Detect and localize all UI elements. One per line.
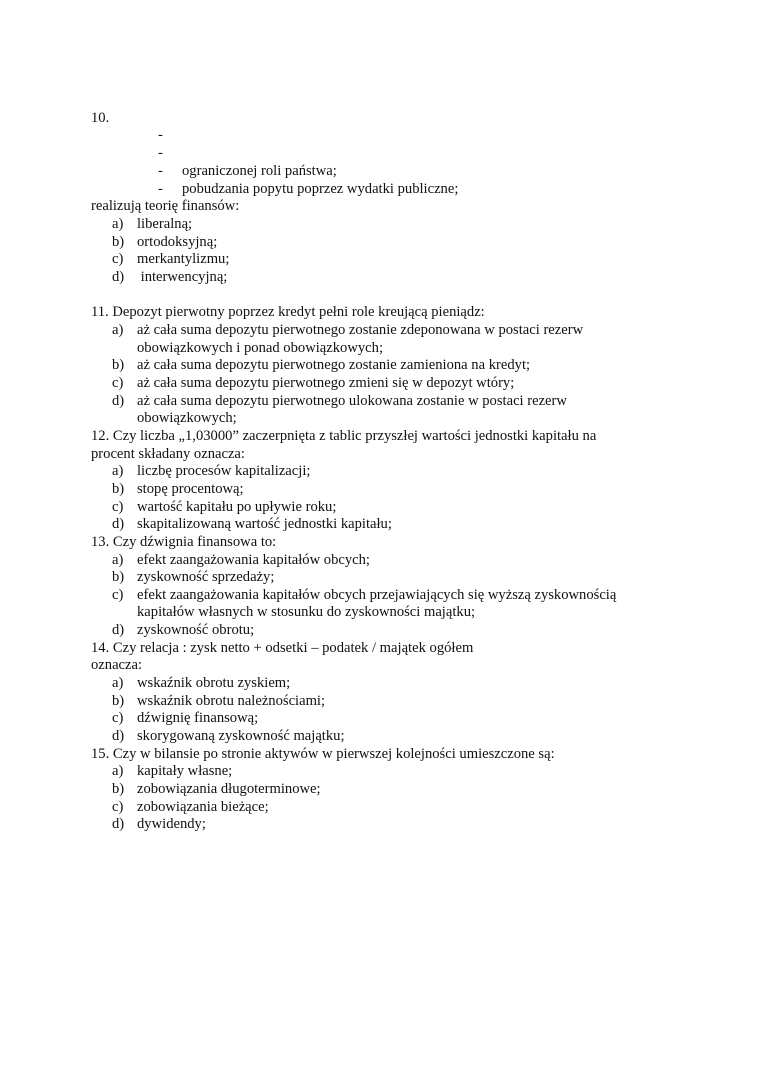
q12-option-a-letter: a) [112,463,124,479]
q14-option-d-letter: d) [112,728,125,744]
q10-bullet-marker: - [158,145,163,161]
q10-option-c-text: merkantylizmu; [137,251,230,267]
q14-option-a-text: wskaźnik obrotu zyskiem; [137,675,291,691]
q15-option-a-text: kapitały własne; [137,763,233,779]
q11-option-d-line2: obowiązkowych; [137,410,237,426]
q12-question-line2: procent składany oznacza: [91,446,245,462]
q14-option-b-text: wskaźnik obrotu należnościami; [137,693,326,709]
q14-option-a-letter: a) [112,675,124,691]
q11-option-a-line2: obowiązkowych i ponad obowiązkowych; [137,340,384,356]
q13-option-b-line1: zyskowność sprzedaży; [137,569,275,585]
q12-option-b-text: stopę procentową; [137,481,244,497]
q10-bullet-text: ograniczonej roli państwa; [182,163,337,179]
q15-option-d-text: dywidendy; [137,816,206,832]
q13-option-a-letter: a) [112,552,124,568]
q11-option-a-line1: aż cała suma depozytu pierwotnego zostanie zdeponowana w postaci rezerw [137,322,584,338]
q14-option-c-letter: c) [112,710,124,726]
q13-option-c-line2: kapitałów własnych w stosunku do zyskowności majątku; [137,604,476,620]
q14-option-d-text: skorygowaną zyskowność majątku; [137,728,345,744]
q11-option-b-letter: b) [112,357,125,373]
q10-option-d-letter: d) [112,269,125,285]
q12-option-c-text: wartość kapitału po upływie roku; [137,499,337,515]
q11-question: 11. Depozyt pierwotny poprzez kredyt pełni role kreującą pieniądz: [91,304,485,320]
q15-option-a-letter: a) [112,763,124,779]
q10-number: 10. [91,110,110,126]
q12-question-line1: 12. Czy liczba „1,03000” zaczerpnięta z tablic przyszłej wartości jednostki kapitału na [91,428,597,444]
q13-option-c-letter: c) [112,587,124,603]
q14-option-b-letter: b) [112,693,125,709]
q10-bullet-marker: - [158,181,163,197]
q13-option-d-letter: d) [112,622,125,638]
q13-option-d-line1: zyskowność obrotu; [137,622,255,638]
q13-option-c-line1: efekt zaangażowania kapitałów obcych przejawiających się wyższą zyskownością [137,587,617,603]
q15-option-b-letter: b) [112,781,125,797]
q15-option-c-text: zobowiązania bieżące; [137,799,269,815]
q11-option-c-letter: c) [112,375,124,391]
q12-option-b-letter: b) [112,481,125,497]
q11-option-b-line1: aż cała suma depozytu pierwotnego zostanie zamieniona na kredyt; [137,357,531,373]
q10-option-b-letter: b) [112,234,125,250]
q10-bullet-marker: - [158,163,163,179]
q10-bullet-text: pobudzania popytu poprzez wydatki publiczne; [182,181,459,197]
q14-option-c-text: dźwignię finansową; [137,710,259,726]
q10-bullet-marker: - [158,127,163,143]
q10-stem-tail: realizują teorię finansów: [91,198,240,214]
q10-option-c-letter: c) [112,251,124,267]
q11-option-d-line1: aż cała suma depozytu pierwotnego ulokowana zostanie w postaci rezerw [137,393,567,409]
q11-option-d-letter: d) [112,393,125,409]
q12-option-d-text: skapitalizowaną wartość jednostki kapitału; [137,516,392,532]
q10-option-a-text: liberalną; [137,216,193,232]
q10-option-d-text: interwencyjną; [137,269,228,285]
q12-option-c-letter: c) [112,499,124,515]
q10-option-a-letter: a) [112,216,124,232]
q12-option-a-text: liczbę procesów kapitalizacji; [137,463,311,479]
q12-option-d-letter: d) [112,516,125,532]
q14-question-line2: oznacza: [91,657,143,673]
q15-option-d-letter: d) [112,816,125,832]
q11-option-a-letter: a) [112,322,124,338]
q15-question: 15. Czy w bilansie po stronie aktywów w pierwszej kolejności umieszczone są: [91,746,555,762]
q13-question: 13. Czy dźwignia finansowa to: [91,534,277,550]
q13-option-a-line1: efekt zaangażowania kapitałów obcych; [137,552,370,568]
q11-option-c-line1: aż cała suma depozytu pierwotnego zmieni się w depozyt wtóry; [137,375,515,391]
q14-question-line1: 14. Czy relacja : zysk netto + odsetki – podatek / majątek ogółem [91,640,474,656]
q15-option-b-text: zobowiązania długoterminowe; [137,781,321,797]
q15-option-c-letter: c) [112,799,124,815]
q10-option-b-text: ortodoksyjną; [137,234,218,250]
q13-option-b-letter: b) [112,569,125,585]
